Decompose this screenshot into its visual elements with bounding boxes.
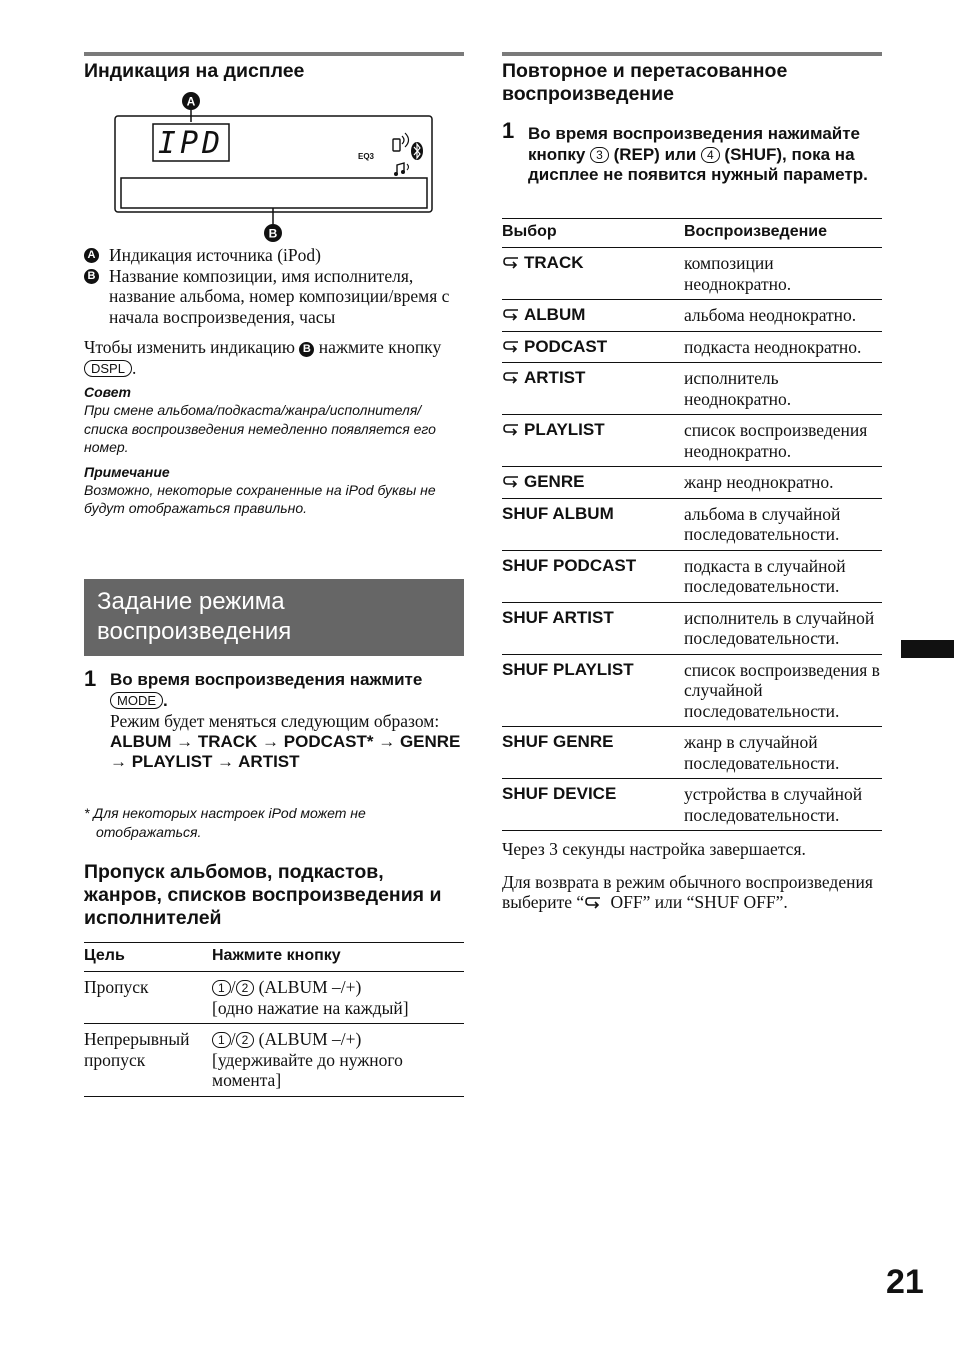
callout-b-inline: B bbox=[299, 342, 314, 357]
note-text: Возможно, некоторые сохраненные на iPod буквы не будут отображаться правильно. bbox=[84, 481, 436, 516]
button-3[interactable]: 3 bbox=[590, 147, 609, 163]
mode-step-number: 1 bbox=[84, 666, 97, 691]
svg-text:B: B bbox=[268, 226, 278, 241]
mode-step-text: Режим будет меняться следующим образом: bbox=[110, 711, 440, 731]
note-heading: Примечание bbox=[84, 463, 170, 480]
bluetooth-icon bbox=[411, 142, 423, 160]
mode-step-instruction: Во время воспроизведения нажмите MODE . bbox=[110, 670, 423, 710]
repeat-desc: композиции неоднократно. bbox=[684, 248, 882, 300]
repeat-table-row bbox=[502, 415, 882, 467]
skip-table-row bbox=[84, 1024, 464, 1097]
callout-b bbox=[264, 208, 282, 242]
skip-table-row bbox=[84, 972, 464, 1024]
eq-indicator: EQ3 bbox=[358, 152, 375, 161]
skip-col-goal: Цель bbox=[84, 943, 212, 972]
mode-banner: Задание режима воспроизведения bbox=[84, 579, 464, 656]
repeat-desc: подкаста неоднократно. bbox=[684, 331, 882, 363]
button-4[interactable]: 4 bbox=[701, 147, 720, 163]
phone-icon bbox=[393, 133, 409, 151]
skip-goal: Непрерывный пропуск bbox=[84, 1024, 212, 1097]
repeat-desc: список воспроизведения неоднократно. bbox=[684, 415, 882, 467]
repeat-select: ARTIST bbox=[502, 363, 684, 415]
skip-goal: Пропуск bbox=[84, 972, 212, 1024]
skip-table bbox=[84, 942, 464, 1097]
right-top-rule bbox=[502, 52, 882, 56]
repeat-select: SHUF PLAYLIST bbox=[502, 654, 684, 727]
tip-heading: Совет bbox=[84, 384, 132, 400]
repeat-icon bbox=[502, 370, 520, 384]
repeat-desc: список воспроизведения в случайной последовательности. bbox=[684, 654, 882, 727]
mode-footnote: * Для некоторых настроек iPod может не отображаться. bbox=[84, 805, 366, 840]
button-1[interactable]: 1 bbox=[212, 1032, 231, 1048]
repeat-step-instruction: Во время воспроизведения нажимайте кнопку 3 (REP) или 4 (SHUF), пока на дисплее не появится нужный параметр. bbox=[528, 124, 868, 184]
repeat-table-row bbox=[502, 550, 882, 602]
repeat-desc: подкаста в случайной последовательности. bbox=[684, 550, 882, 602]
repeat-icon bbox=[502, 339, 520, 353]
skip-action: 1 / 2 (ALBUM –/+) [удерживайте до нужного момента] bbox=[212, 1024, 464, 1097]
completion-note: Через 3 секунды настройка завершается. bbox=[502, 839, 806, 859]
repeat-select: SHUF ARTIST bbox=[502, 602, 684, 654]
display-heading: Индикация на дисплее bbox=[84, 60, 305, 82]
callout-b-marker: B bbox=[84, 269, 99, 284]
repeat-select: SHUF PODCAST bbox=[502, 550, 684, 602]
section-tab bbox=[901, 640, 954, 658]
repeat-col-play: Воспроизведение bbox=[684, 219, 882, 248]
skip-action: 1 / 2 (ALBUM –/+) [одно нажатие на каждый] bbox=[212, 972, 464, 1024]
repeat-desc: исполнитель в случайной последовательности. bbox=[684, 602, 882, 654]
repeat-select: TRACK bbox=[502, 248, 684, 300]
page-number: 21 bbox=[886, 1263, 924, 1301]
repeat-step-number: 1 bbox=[502, 118, 515, 143]
repeat-select: GENRE bbox=[502, 467, 684, 499]
button-2[interactable]: 2 bbox=[236, 1032, 255, 1048]
repeat-icon bbox=[584, 895, 602, 909]
repeat-desc: устройства в случайной последовательности. bbox=[684, 779, 882, 831]
repeat-table-row bbox=[502, 498, 882, 550]
repeat-select: PLAYLIST bbox=[502, 415, 684, 467]
repeat-table-row bbox=[502, 331, 882, 363]
mode-sequence: ALBUM → TRACK → PODCAST* → GENRE → PLAYLIST → ARTIST bbox=[110, 731, 461, 771]
display-illustration bbox=[110, 90, 440, 250]
repeat-select: ALBUM bbox=[502, 300, 684, 332]
change-display-text: Чтобы изменить индикацию B нажмите кнопку DSPL . bbox=[84, 337, 442, 378]
repeat-select: SHUF DEVICE bbox=[502, 779, 684, 831]
legend-a-text: Индикация источника (iPod) bbox=[109, 245, 321, 265]
music-note-icon bbox=[394, 163, 409, 176]
repeat-desc: жанр неоднократно. bbox=[684, 467, 882, 499]
callout-a bbox=[182, 92, 200, 122]
repeat-table-row bbox=[502, 248, 882, 300]
repeat-select: SHUF GENRE bbox=[502, 727, 684, 779]
repeat-icon bbox=[502, 307, 520, 321]
repeat-icon bbox=[502, 255, 520, 269]
repeat-table-row bbox=[502, 300, 882, 332]
repeat-icon bbox=[502, 474, 520, 488]
repeat-table-row bbox=[502, 602, 882, 654]
repeat-icon bbox=[502, 422, 520, 436]
legend-a bbox=[84, 245, 464, 266]
legend-b-text: Название композиции, имя исполнителя, название альбома, номер композиции/время с начала воспроизведения, часы bbox=[109, 265, 450, 327]
repeat-desc: альбома в случайной последовательности. bbox=[684, 498, 882, 550]
repeat-desc: исполнитель неоднократно. bbox=[684, 363, 882, 415]
button-1[interactable]: 1 bbox=[212, 980, 231, 996]
skip-col-button: Нажмите кнопку bbox=[212, 943, 464, 972]
repeat-table bbox=[502, 218, 882, 831]
legend-b bbox=[84, 266, 464, 328]
repeat-table-row bbox=[502, 779, 882, 831]
repeat-desc: альбома неоднократно. bbox=[684, 300, 882, 332]
svg-text:A: A bbox=[186, 94, 196, 109]
repeat-heading: Повторное и перетасованное воспроизведение bbox=[502, 60, 788, 105]
lcd-text-area bbox=[121, 178, 427, 208]
repeat-desc: жанр в случайной последовательности. bbox=[684, 727, 882, 779]
repeat-table-row bbox=[502, 467, 882, 499]
left-top-rule bbox=[84, 52, 464, 56]
repeat-table-row bbox=[502, 727, 882, 779]
repeat-table-row bbox=[502, 654, 882, 727]
repeat-select: PODCAST bbox=[502, 331, 684, 363]
repeat-col-select: Выбор bbox=[502, 219, 684, 248]
dspl-button[interactable]: DSPL bbox=[84, 360, 132, 377]
repeat-select: SHUF ALBUM bbox=[502, 498, 684, 550]
skip-heading: Пропуск альбомов, подкастов, жанров, списков воспроизведения и исполнителей bbox=[84, 861, 442, 929]
off-instruction: Для возврата в режим обычного воспроизведения выберите “ OFF” или “SHUF OFF”. bbox=[502, 871, 873, 912]
tip-text: При смене альбома/подкаста/жанра/исполнителя/списка воспроизведения немедленно появляется его номер. bbox=[84, 402, 436, 455]
callout-a-marker: A bbox=[84, 248, 99, 263]
mode-button[interactable]: MODE bbox=[110, 692, 163, 709]
repeat-table-row bbox=[502, 363, 882, 415]
lcd-source-text: IPD bbox=[157, 126, 225, 161]
button-2[interactable]: 2 bbox=[236, 980, 255, 996]
